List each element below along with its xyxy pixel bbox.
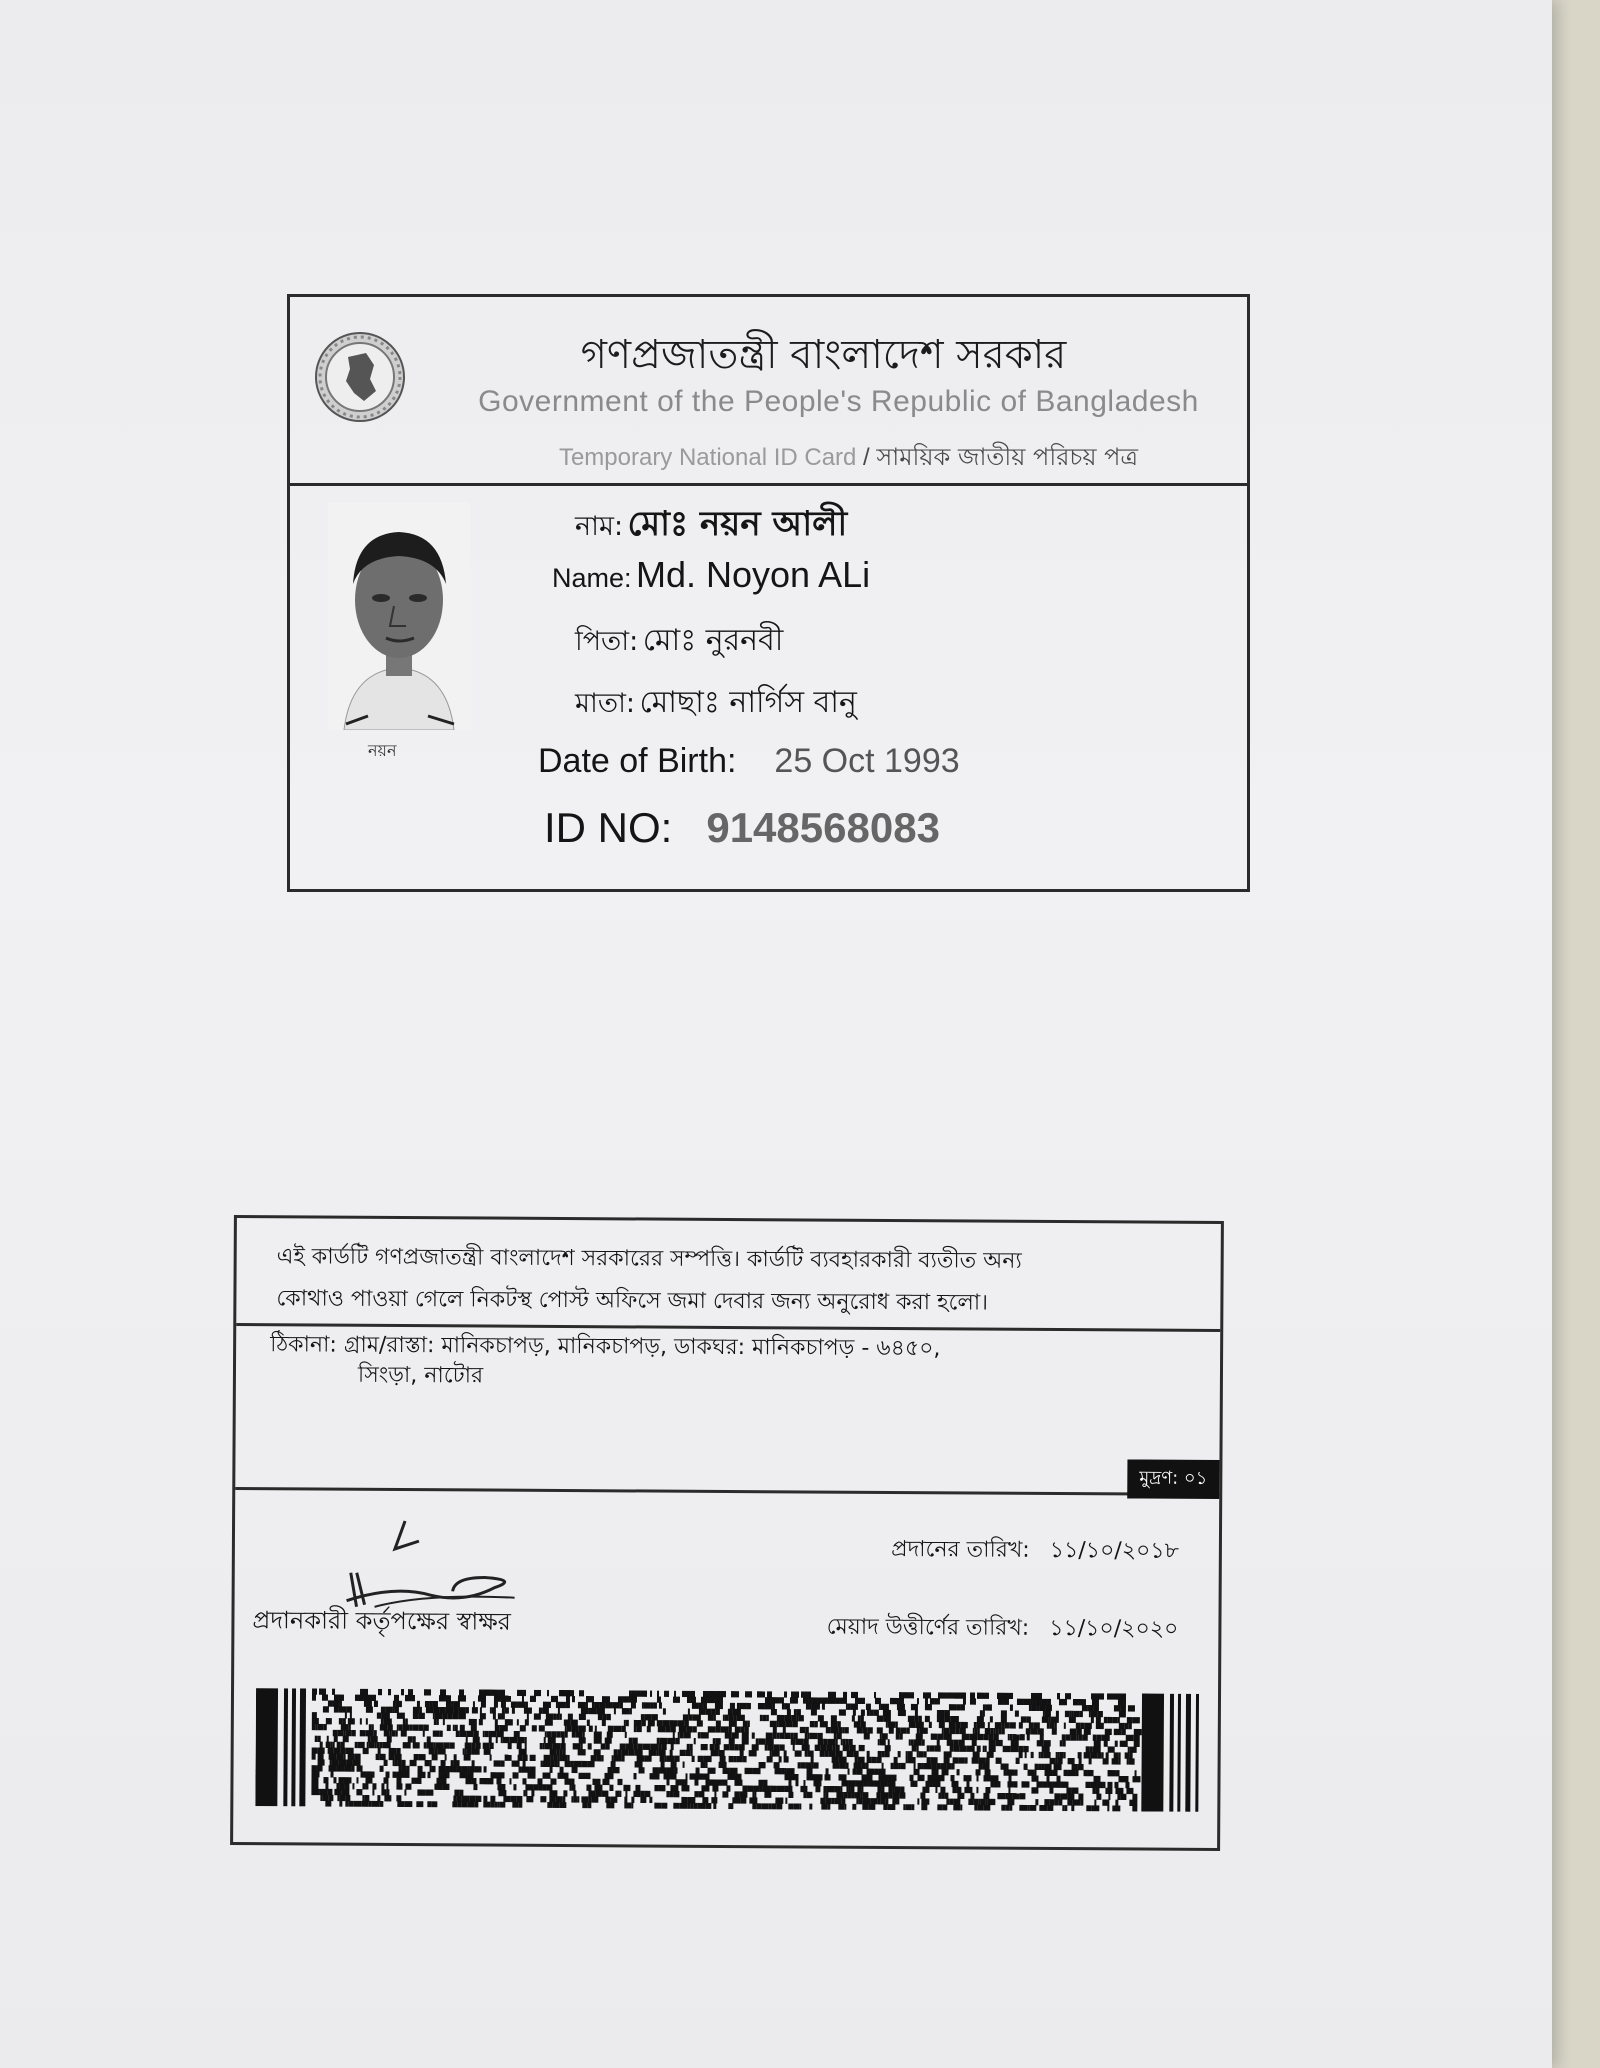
id-card-front [287,294,1250,892]
name-bangla-label: নাম: [575,511,624,542]
father-value: মোঃ নুরনবী [642,623,784,658]
card-title-bangla: সাময়িক জাতীয় পরিচয় পত্র [876,443,1139,471]
card-body [290,486,1247,889]
government-seal-icon [314,331,406,423]
issue-date-field [891,1532,1179,1571]
issue-date-value: ১১/১০/২০১৮ [1049,1537,1179,1564]
government-name-bangla: গণপ্রজাতন্ত্রী বাংলাদেশ সরকার [580,332,1067,378]
mother-name-field [575,678,857,729]
issue-date-label: প্রদানের তারিখ: [891,1537,1030,1563]
name-english-value: Md. Noyon ALi [635,554,871,595]
mother-label: মাতা: [575,688,636,719]
card-header [290,297,1247,486]
name-bangla-field [575,498,847,555]
address-block [235,1326,1220,1496]
id-card-back [230,1215,1224,1851]
signature-label: প্রদানকারী কর্তৃপক্ষের স্বাক্ষর [252,1606,512,1636]
id-number-label: ID NO: [544,804,673,851]
mother-value: মোছাঃ নার্গিস বানু [639,685,857,720]
notice-line-1: এই কার্ডটি গণপ্রজাতন্ত্রী বাংলাদেশ সরকারের সম্পত্তি। কার্ডটি ব্যবহারকারী ব্যতীত অন্য [276,1244,1022,1274]
dob-label: Date of Birth: [538,742,737,780]
notice-line-2: কোথাও পাওয়া গেলে নিকটস্থ পোস্ট অফিসে জমা দেবার জন্য অনুরোধ করা হলো। [276,1286,989,1316]
name-bangla-value: মোঃ নয়ন আলী [627,504,848,544]
father-label: পিতা: [575,626,639,657]
print-count-badge: মুদ্রণ: ০১ [1127,1459,1219,1499]
expiry-date-label: মেয়াদ উত্তীর্ণের তারিখ: [826,1614,1030,1641]
id-number-value: 9148568083 [706,804,940,851]
address-line-2: সিংড়া, নাটোর [357,1362,484,1389]
pdf417-barcode [255,1688,1206,1812]
dob-value: 25 Oct 1993 [774,742,960,780]
name-english-field [552,554,870,596]
father-name-field [575,616,783,667]
signature-area [234,1490,1219,1666]
government-name-english: Government of the People's Republic of Bangladesh [478,385,1199,418]
holder-photo [328,502,470,730]
card-title-separator: / [856,444,877,471]
address-line-1: ঠিকানা: গ্রাম/রাস্তা: মানিকচাপড়, মানিকচাপড়, ডাকঘর: মানিকচাপড় - ৬৪৫০, [270,1332,941,1362]
ownership-notice [236,1218,1221,1332]
card-title [470,439,1227,479]
date-of-birth-field [538,742,960,781]
id-number-field [544,804,940,852]
photo-caption: নয়ন [368,741,397,760]
name-english-label: Name: [552,563,632,593]
expiry-date-field [827,1610,1179,1649]
expiry-date-value: ১১/১০/২০২০ [1049,1615,1179,1642]
card-title-english: Temporary National ID Card [558,444,857,471]
